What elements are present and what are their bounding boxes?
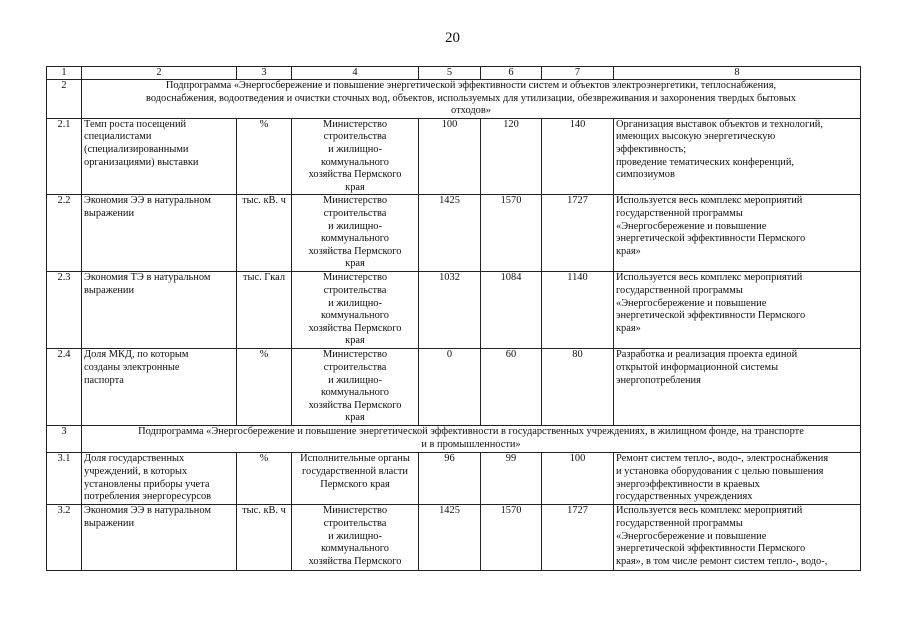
note: Ремонт систем тепло-, водо-, электроснабжения и установка оборудования с целью повышения энергоэффективности в краевых государственных учреждениях [614,453,861,505]
row-number: 2.1 [47,118,82,195]
indicator-name: Экономия ЭЭ в натуральном выражении [82,505,237,571]
row-number: 2.3 [47,272,82,349]
value-col5: 1425 [419,505,481,571]
note: Разработка и реализация проекта единой открытой информационной системы энергопотребления [614,349,861,426]
indicator-name: Доля МКД, по которым созданы электронные паспорта [82,349,237,426]
value-col7: 80 [542,349,614,426]
header-cell: 7 [542,67,614,80]
indicator-name: Экономия ТЭ в натуральном выражении [82,272,237,349]
unit: тыс. Гкал [237,272,292,349]
note: Используется весь комплекс мероприятий государственной программы «Энергосбережение и повышение энергетической эффективности Пермского края» [614,272,861,349]
row-number: 2.2 [47,195,82,272]
header-cell: 1 [47,67,82,80]
table-row [47,118,861,195]
value-col5: 96 [419,453,481,505]
note: Используется весь комплекс мероприятий государственной программы «Энергосбережение и повышение энергетической эффективности Пермского края» [614,195,861,272]
table-row [47,195,861,272]
subprogram-row [47,426,861,453]
table-row [47,349,861,426]
table-row [47,505,861,571]
value-col7: 1727 [542,195,614,272]
executor: Министерство строительства и жилищно- коммунального хозяйства Пермского края [292,118,419,195]
value-col5: 1032 [419,272,481,349]
row-number: 3.1 [47,453,82,505]
value-col7: 100 [542,453,614,505]
header-cell: 4 [292,67,419,80]
row-number: 2.4 [47,349,82,426]
executor: Министерство строительства и жилищно- коммунального хозяйства Пермского края [292,349,419,426]
unit: % [237,349,292,426]
indicators-table [46,66,861,571]
subprogram-row [47,80,861,119]
table-row [47,453,861,505]
value-col5: 100 [419,118,481,195]
note: Используется весь комплекс мероприятий государственной программы «Энергосбережение и повышение энергетической эффективности Пермского края», в том числе ремонт систем тепло-, водо-, [614,505,861,571]
header-cell: 6 [481,67,542,80]
page-number: 20 [445,30,460,46]
value-col7: 1727 [542,505,614,571]
subprogram-title: Подпрограмма «Энергосбережение и повышение энергетической эффективности систем и объектов электроэнергетики, теплоснабжения, водоснабжения, водоотведения и очистки сточных вод, объектов, используемых для утилизации, обезвреживания и захоронения твердых бытовых отходов» [82,80,861,119]
executor: Министерство строительства и жилищно- коммунального хозяйства Пермского [292,505,419,571]
unit: тыс. кВ. ч [237,195,292,272]
header-cell: 2 [82,67,237,80]
value-col6: 99 [481,453,542,505]
table-header-row [47,67,861,80]
value-col6: 1084 [481,272,542,349]
value-col6: 120 [481,118,542,195]
executor: Министерство строительства и жилищно- коммунального хозяйства Пермского края [292,272,419,349]
row-number: 3.2 [47,505,82,571]
value-col6: 60 [481,349,542,426]
value-col5: 1425 [419,195,481,272]
subprogram-number: 3 [47,426,82,453]
executor: Министерство строительства и жилищно- коммунального хозяйства Пермского края [292,195,419,272]
indicator-name: Экономия ЭЭ в натуральном выражении [82,195,237,272]
indicator-name: Доля государственных учреждений, в которых установлены приборы учета потребления энергоресурсов [82,453,237,505]
unit: % [237,453,292,505]
table-row [47,272,861,349]
subprogram-number: 2 [47,80,82,119]
unit: тыс. кВ. ч [237,505,292,571]
unit: % [237,118,292,195]
value-col7: 140 [542,118,614,195]
header-cell: 3 [237,67,292,80]
value-col7: 1140 [542,272,614,349]
value-col5: 0 [419,349,481,426]
header-cell: 5 [419,67,481,80]
value-col6: 1570 [481,505,542,571]
executor: Исполнительные органы государственной власти Пермского края [292,453,419,505]
note: Организация выставок объектов и технологий, имеющих высокую энергетическую эффективность; проведение тематических конференций, симпозиумов [614,118,861,195]
subprogram-title: Подпрограмма «Энергосбережение и повышение энергетической эффективности в государственных учреждениях, в жилищном фонде, на транспорте и в промышленности» [82,426,861,453]
value-col6: 1570 [481,195,542,272]
header-cell: 8 [614,67,861,80]
indicator-name: Темп роста посещений специалистами (специализированными организациями) выставки [82,118,237,195]
